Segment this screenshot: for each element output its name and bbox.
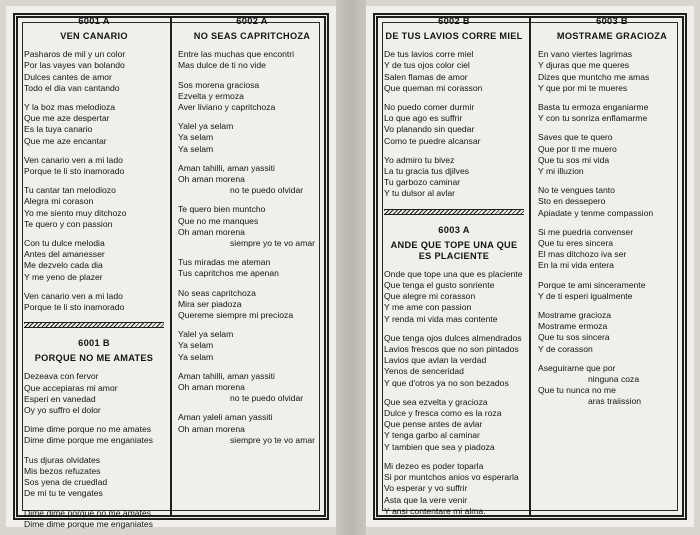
lyric-line: Dezeava con fervor [24,371,99,382]
stanza-gap [178,404,326,412]
song-title: PORQUE NO ME AMATES [34,353,154,364]
column-6002b-6003a [384,16,524,519]
lyric-line: Que pense antes de avlar [384,419,483,430]
stanza-gap [538,355,686,363]
lyric-line: Porque te li sto inamorado [24,166,125,177]
stanza-gap [384,389,524,397]
lyric-line: Sos morena graciosa [178,79,260,90]
lyric-line: Alegra mi corason [24,196,94,207]
song-title: NO SEAS CAPRITCHOZA [193,31,311,42]
lyric-line: Y con tu sonriza enflamarme [538,113,648,124]
lyric-line: Ya selam [178,143,214,154]
stanza-gap [538,219,686,227]
stanza-gap [24,447,164,455]
lyric-line: Que tu sos mi vida [538,154,610,165]
lyric-line: Porque te li sto inamorado [24,302,125,313]
lyric-line: Que alegre mi corasson [384,291,476,302]
stanza-gap [24,283,164,291]
lyric-line: ninguna coza [588,374,640,385]
lyric-line: Salen flamas de amor [384,71,468,82]
lyric-line: No te vengues tanto [538,185,615,196]
lyric-line: Y renda mi vida mas contente [384,313,498,324]
song-title: ANDE QUE TOPE UNA QUE ES PLACIENTE [390,239,518,261]
lyric-line: Ezvelta y ermoza [178,90,244,101]
song-6003b [538,16,686,408]
lyric-line: Y me yeno de plazer [24,271,103,282]
lyric-line: Yenos de senceridad [384,366,464,377]
stanza-gap [24,500,164,508]
lyric-line: Yalel ya selam [178,121,234,132]
song-6002b [384,16,524,200]
lyric-line: Oy yo suffro el dolor [24,405,101,416]
stanza-gap [384,325,524,333]
lyric-line: Que por ti me muero [538,143,617,154]
lyric-line: No seas capritchoza [178,287,256,298]
lyric-line: Ya selam [178,340,214,351]
lyric-line: Si por muntchos anios vo esperarla [384,472,519,483]
song-number: 6001 A [78,16,110,26]
lyric-line: Oh aman morena [178,226,245,237]
right-page [366,6,694,527]
lyric-line: aras traiission [588,396,642,407]
lyric-line: Lavios que avlan la verdad [384,355,487,366]
lyric-line: Tus miradas me ateman [178,257,271,268]
lyric-line: Basta tu ermoza enganiarme [538,102,649,113]
lyric-line: Pasharos de mil y un color [24,49,126,60]
lyric-line: Y tambien que sea y piadoza [384,441,495,452]
song-6003a [384,225,524,517]
lyric-line: Tus capritchos me apenan [178,268,279,279]
lyric-line: Y que por mi te mueres [538,82,628,93]
lyric-line: Ven canario ven a mi lado [24,154,123,165]
lyric-line: Todo el dia van cantando [24,82,120,93]
lyric-line: Con tu dulce melodia [24,238,105,249]
lyric-line: Ya selam [178,132,214,143]
zigzag-divider [384,209,524,215]
lyric-line: Yo admiro tu bivez [384,154,455,165]
lyric-line: En la mi vida entera [538,260,614,271]
song-number: 6002 B [438,16,470,26]
lyric-line: Y me ame con passion [384,302,472,313]
lyric-line: Aver liviano y capritchoza [178,102,276,113]
lyric-line: Aman tahilli, aman yassiti [178,370,275,381]
lyric-line: Oh aman morena [178,174,245,185]
lyric-line: Y de ti esperi igualmente [538,290,633,301]
lyric-line: Y de tus ojos color ciel [384,60,470,71]
lyric-line: Lavios frescos que no son pintados [384,344,519,355]
stanza-gap [384,94,524,102]
lyric-line: Que tenga el gusto sonriente [384,280,495,291]
lyric-line: siempre yo te vo amar [230,434,316,445]
lyric-line: Que tenga ojos dulces almendrados [384,332,522,343]
lyric-line: Porque te ami sinceramente [538,279,646,290]
lyric-line: Como te puedre alcansar [384,135,481,146]
lyric-line: Oh aman morena [178,423,245,434]
song-6001b [24,338,164,530]
left-page [6,6,336,527]
stanza-gap [384,147,524,155]
song-number: 6003 A [438,224,470,235]
song-title: DE TUS LAVIOS CORRE MIEL [385,31,523,42]
stanza-gap [178,196,326,204]
stanza-gap [178,363,326,371]
lyric-line: Tu cantar tan melodiozo [24,185,116,196]
lyric-line: Que tu nunca no me [538,385,616,396]
lyric-line: Y tu dulsor al avlar [384,188,456,199]
song-title: VEN CANARIO [60,31,128,42]
lyric-line: Dizes que muntcho me amas [538,71,650,82]
lyric-line: Aman yaleli aman yassiti [178,412,273,423]
lyric-line: Esperi en vanedad [24,393,96,404]
column-6002a [178,16,326,519]
zigzag-divider [24,322,164,328]
lyric-line: Y tenga garbo al caminar [384,430,480,441]
lyric-line: Es la tuya canario [24,124,93,135]
lyric-line: Apiadate y tenme compassion [538,207,654,218]
lyric-line: Que me aze despertar [24,113,110,124]
lyric-line: Que sea ezvelta y gracioza [384,396,488,407]
lyric-line: Sos yena de cruedlad [24,477,108,488]
lyric-line: Me dezvelo cada dia [24,260,103,271]
lyric-line: Por las vayes van bolando [24,60,125,71]
lyric-line: Mira ser piadoza [178,298,242,309]
song-6002a [178,16,326,446]
column-6003b [538,16,686,519]
lyric-line: Si me puedria convenser [538,226,634,237]
lyric-line: Te quero bien muntcho [178,204,266,215]
stanza-gap [178,249,326,257]
lyric-line: Dime dime porque no me amates [24,424,152,435]
lyric-line: Y la boz mas melodioza [24,102,116,113]
stanza-gap [178,321,326,329]
lyric-line: Y que d'otros ya no son bezados [384,377,509,388]
lyric-line: Yalel ya selam [178,329,234,340]
lyric-line: De tus lavios corre miel [384,49,474,60]
lyric-line: Mi dezeo es poder toparla [384,460,484,471]
lyric-line: Mas dulce de ti no vide [178,60,266,71]
lyric-line: Onde que tope una que es placiente [384,268,523,279]
stanza-gap [538,177,686,185]
lyric-line: Aman tahilli, aman yassiti [178,162,275,173]
lyric-line: Yo me siento muy ditchozo [24,207,127,218]
lyric-line: siempre yo te vo amar [230,238,316,249]
stanza-gap [24,147,164,155]
stanza-gap [178,113,326,121]
lyric-line: Mostrame gracioza [538,310,612,321]
lyric-line: Y de corasson [538,343,593,354]
column-6001 [24,16,164,529]
lyric-line: Vo esperar y vo suffrir [384,483,468,494]
song-number: 6003 B [596,16,628,26]
lyric-line: Entre las muchas que encontri [178,49,295,60]
lyric-line: Dulce y fresca como es la roza [384,408,502,419]
lyric-line: Que tu sos sincera [538,332,610,343]
stanza-gap [538,302,686,310]
lyric-line: Tus djuras olvidates [24,454,101,465]
lyric-line: De mi tu te vengates [24,488,103,499]
lyric-line: Mis bezos refuzates [24,465,101,476]
lyric-line: Que accepiaras mi amor [24,382,118,393]
left-column-divider [170,18,172,517]
lyric-line: Y djuras que me queres [538,60,630,71]
stanza-gap [24,416,164,424]
lyric-line: Dime dime porque me enganiates [24,435,153,446]
lyric-line: Ven canario ven a mi lado [24,290,123,301]
song-number: 6001 B [78,338,110,349]
lyric-line: Que no me manques [178,215,259,226]
lyric-line: Sto en dessepero [538,196,606,207]
lyric-line: Antes del amanesser [24,249,105,260]
stanza-gap [538,124,686,132]
lyric-line: La tu gracia tus djilves [384,166,470,177]
song-number: 6002 A [236,16,268,26]
song-6001a [24,16,164,313]
lyric-line: Te quero y con passion [24,218,113,229]
stanza-gap [538,272,686,280]
stanza-gap [178,72,326,80]
lyric-line: no te puedo olvidar [230,185,304,196]
stanza-gap [384,453,524,461]
stanza-gap [24,230,164,238]
lyric-line: No puedo comer durmir [384,102,475,113]
lyric-line: Dulces cantes de amor [24,71,112,82]
lyric-line: Lo que ago es suffrir [384,113,463,124]
lyric-line: Asta que la vere venir [384,494,468,505]
stanza-gap [178,280,326,288]
lyric-line: Y mi illuzion [538,166,584,177]
stanza-gap [24,94,164,102]
lyric-line: Aseguirame que por [538,362,616,373]
lyric-line: Y ansi contentare mi alma. [384,505,486,516]
lyric-line: Dime dime porque no me amates [24,507,152,518]
lyric-line: Oh aman morena [178,382,245,393]
stanza-gap [538,94,686,102]
song-title: MOSTRAME GRACIOZA [556,31,668,42]
lyric-line: Vo planando sin quedar [384,124,475,135]
stanza-gap [24,177,164,185]
lyric-line: Quereme siempre mi precioza [178,310,294,321]
lyric-line: Que queman mi corasson [384,82,483,93]
lyric-line: El mas ditchozo iva ser [538,249,627,260]
lyric-line: Que tu eres sincera [538,238,613,249]
lyric-line: Saves que te quero [538,132,613,143]
lyric-line: Ya selam [178,351,214,362]
lyric-line: Dime dime porque me enganiates [24,518,153,529]
stanza-gap [178,155,326,163]
lyric-line: no te puedo olvidar [230,393,304,404]
page-fold [336,0,366,535]
right-column-divider [529,18,531,517]
lyric-line: Mostrame ermoza [538,321,608,332]
lyric-line: Que me aze encantar [24,135,107,146]
lyric-line: Tu garbozo caminar [384,177,461,188]
lyric-line: En vano viertes lagrimas [538,49,633,60]
